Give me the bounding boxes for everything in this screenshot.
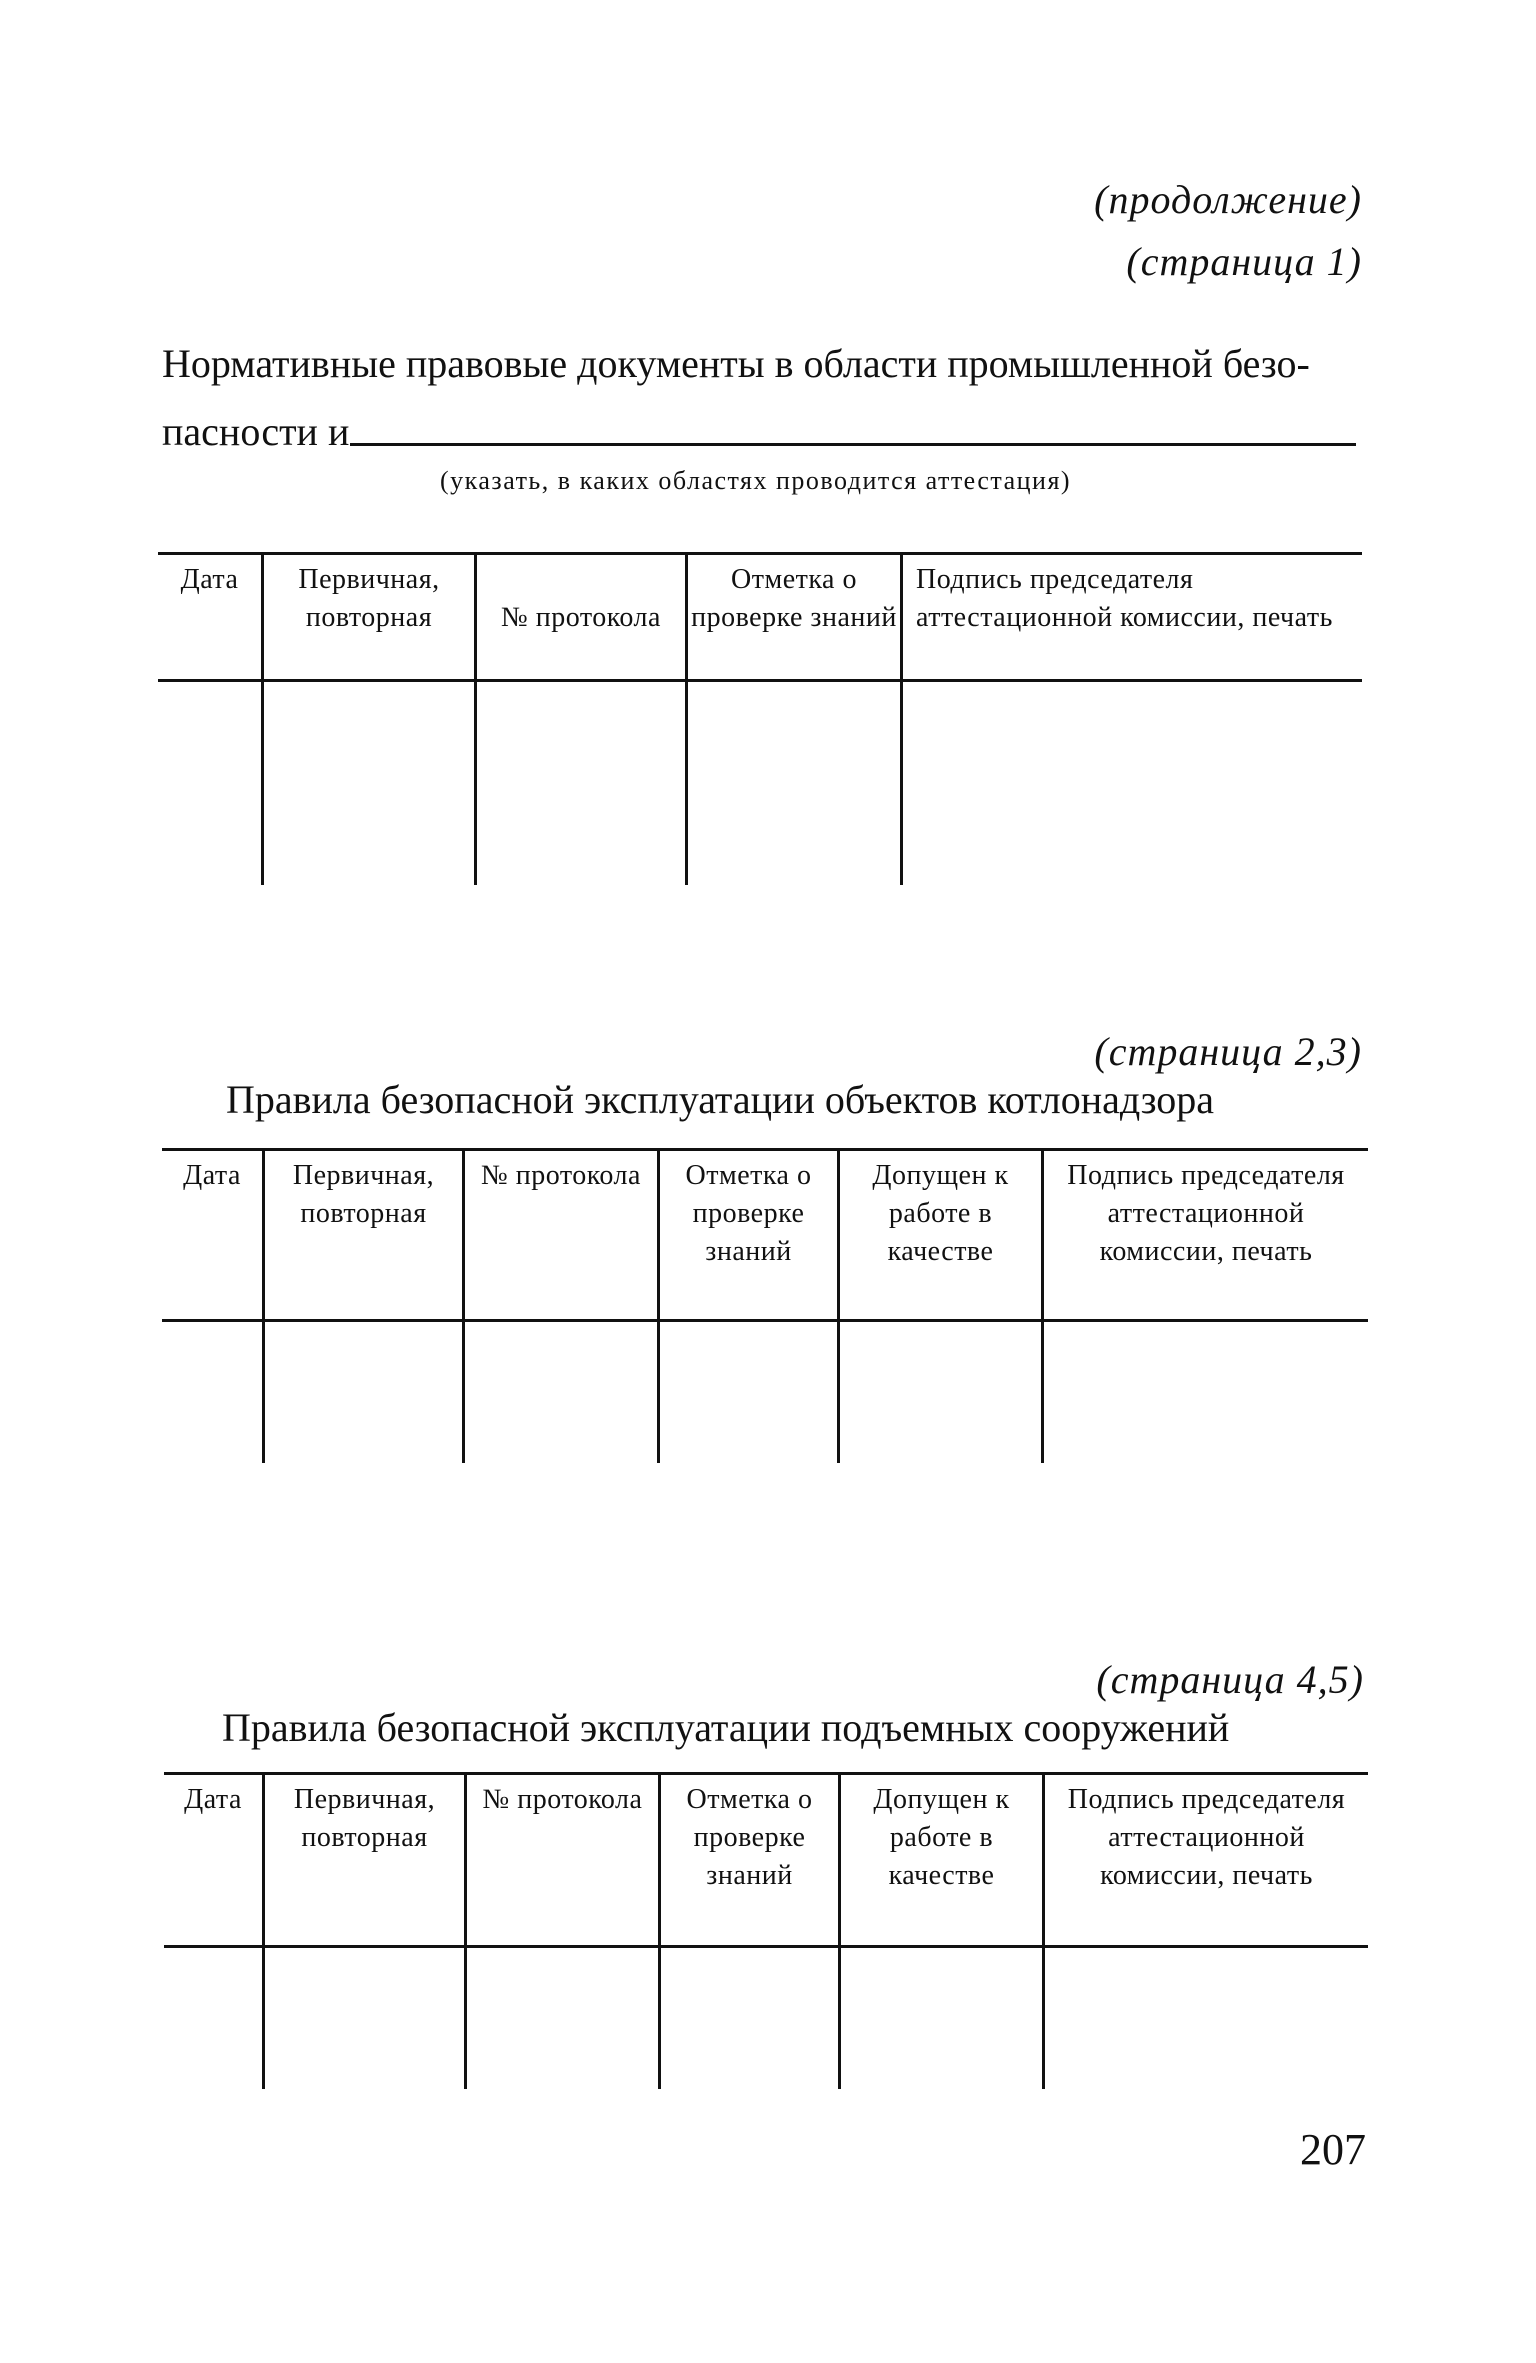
section3-title: Правила безопасной эксплуатации подъемных сооружений [222, 1705, 1230, 1750]
section1-title-line2: пасности и [162, 409, 350, 454]
col-header-protocol: № протокола [481, 1160, 641, 1191]
col-header-knowledge-check: Отметка о проверке знаний [685, 1160, 812, 1267]
col-header-type: Первичная, повторная [292, 1160, 435, 1229]
col-header-protocol: № протокола [501, 602, 661, 633]
col-header-signature: Подпись председателя аттестационной комиссии, печать [916, 564, 1333, 633]
col-header-protocol: № протокола [482, 1784, 643, 1815]
page-ref-4-5: (страница 4,5) [1096, 1657, 1364, 1702]
col-header-type: Первичная, повторная [298, 564, 440, 633]
col-header-date: Дата [183, 1160, 241, 1191]
section1-table [158, 552, 1362, 885]
page-ref-1: (страница 1) [1126, 239, 1362, 284]
section1-hint: (указать, в каких областях проводится аттестация) [440, 466, 1072, 495]
col-header-date: Дата [184, 1784, 242, 1815]
attestation-area-field[interactable] [350, 443, 1356, 446]
page-number: 207 [1300, 2125, 1366, 2174]
section1-title-line1: Нормативные правовые документы в области промышленной безо- [162, 341, 1310, 386]
section2-title: Правила безопасной эксплуатации объектов котлонадзора [226, 1077, 1215, 1122]
continuation-label: (продолжение) [1094, 177, 1362, 222]
col-header-knowledge-check: Отметка о проверке знаний [691, 564, 897, 633]
col-header-date: Дата [180, 564, 239, 595]
col-header-signature: Подпись председателя аттестационной комиссии, печать [1067, 1784, 1346, 1891]
col-header-admitted: Допущен к работе в качестве [873, 1784, 1010, 1891]
col-header-signature: Подпись председателя аттестационной комиссии, печать [1067, 1160, 1345, 1267]
col-header-type: Первичная, повторная [293, 1784, 436, 1853]
section3-table [164, 1772, 1368, 2089]
col-header-admitted: Допущен к работе в качестве [872, 1160, 1009, 1267]
page-ref-2-3: (страница 2,3) [1094, 1029, 1362, 1074]
section2-table [162, 1148, 1368, 1463]
col-header-knowledge-check: Отметка о проверке знаний [686, 1784, 813, 1891]
